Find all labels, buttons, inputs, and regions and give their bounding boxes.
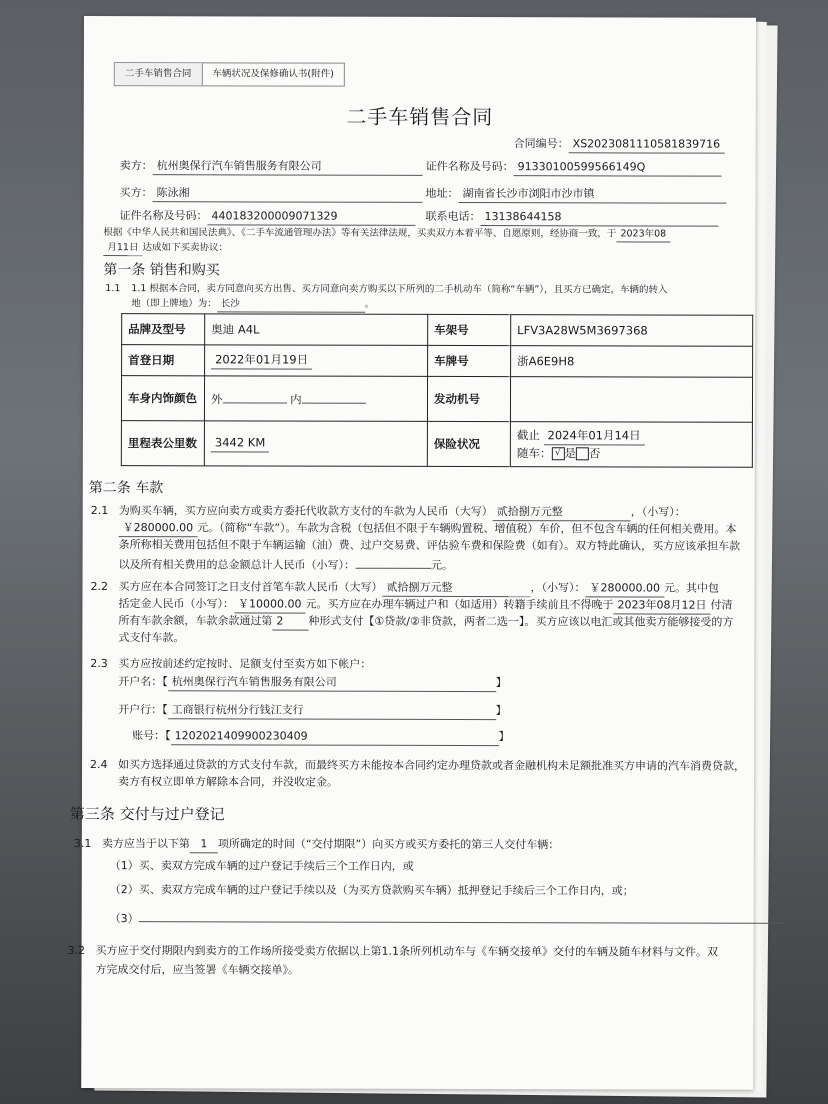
clause-2-2-line1 (118, 579, 719, 598)
option-3-blank (139, 908, 787, 924)
clause-2-1-text-b: ，（小写）： (630, 505, 686, 519)
clause-1-1-line1: 1.1 根据本合同，卖方同意向买方出售、买方同意向卖方购买以下所列的二手机动车（简称“车辆”），且买方已确定，车辆的转入 (131, 283, 668, 296)
seller-id-value: 91330100599566149Q (514, 159, 722, 176)
page-title: 二手车销售合同 (346, 104, 494, 130)
clause-2-1-line1 (119, 503, 686, 521)
vehicle-info-table (121, 313, 753, 468)
clause-2-2-text-3b: 种形式支付【①贷款/②非贷款，两者二选一】。买方应该以电汇或其他卖方能够接受的方 (308, 614, 734, 629)
buyer-label: 买方： (119, 186, 153, 200)
delivery-option: 1 (190, 836, 218, 853)
insurance-until-label: 截止 (516, 427, 540, 443)
mileage-cell (204, 421, 427, 467)
clause-2-2-amount-cn: 贰拾捌万元整 (382, 580, 530, 597)
clause-2-2-amount: ￥280000.00 (585, 580, 664, 597)
color-exterior-blank (222, 389, 286, 403)
buyer-name: 陈泳湘 (153, 185, 423, 203)
clause-3-1-num: 3.1 (73, 836, 92, 851)
account-number-label: 账号：【 (132, 729, 171, 743)
brand-value: 奥迪 A4L (205, 314, 428, 346)
clause-2-2-text-b: ，（小写）： (530, 581, 586, 595)
clause-2-2-line2 (118, 596, 732, 615)
brand-label: 品牌及型号 (122, 314, 205, 345)
tab-vehicle-warranty[interactable]: 车辆状况及保修确认书(附件) (212, 68, 334, 80)
deposit-amount: ￥10000.00 (234, 596, 306, 613)
document-tabs (114, 62, 345, 86)
clause-2-2-num: 2.2 (90, 580, 109, 594)
intro-line-1 (103, 226, 670, 242)
clause-2-1-text: 为购买车辆，买方应向卖方或卖方委托代收款方支付的车款为人民币（大写） (118, 504, 493, 519)
reg-date-label: 首登日期 (122, 345, 205, 376)
intro-text: 根据《中华人民共和国民法典》、《二手车流通管理办法》等有关法律法规，买卖双方本着平等、自愿原则，经协商一致，于 (103, 227, 617, 240)
clause-2-2-line4: 式支付车款。 (118, 631, 185, 645)
clause-2-1-amount: ￥280000.00 (119, 520, 198, 537)
account-name: 杭州奥保行汽车销售服务有限公司 (168, 674, 496, 692)
tab-sales-contract[interactable]: 二手车销售合同 (115, 63, 203, 85)
buyer-row (120, 185, 423, 203)
buyer-address-label: 地址： (425, 186, 459, 200)
buyer-phone: 13138644158 (480, 209, 718, 227)
buyer-address-row (426, 186, 727, 204)
intro-line-2 (103, 241, 228, 256)
clause-2-1-amount-cn: 贰拾捌万元整 (493, 504, 631, 521)
checkbox-yes-checked[interactable]: √ (551, 447, 564, 460)
clause-2-4-num: 2.4 (90, 758, 108, 772)
clause-3-1-option-1: （1）买、卖双方完成车辆的过户登记手续后三个工作日内，或 (109, 859, 414, 873)
insurance-date: 2024年01月14日 (544, 427, 645, 445)
color-interior-blank (302, 389, 366, 403)
seller-name: 杭州奥保行汽车销售服务有限公司 (153, 158, 423, 176)
payment-deadline: 2023年08月12日 (613, 597, 710, 614)
bracket-close-1: 】 (495, 676, 507, 690)
seller-id-label: 证件名称及号码： (425, 159, 514, 174)
clause-1-1-text: 地（即上牌地）为： (131, 298, 217, 310)
checkbox-no[interactable] (576, 447, 589, 460)
clause-2-1-line2 (119, 520, 737, 539)
contract-page (67, 16, 756, 1090)
buyer-phone-label: 联系电话： (425, 209, 481, 224)
insurance-cell (510, 422, 752, 468)
plate-value: 浙A6E9H8 (511, 346, 753, 378)
plate-label: 车牌号 (428, 345, 511, 376)
bracket-close-2: 】 (495, 704, 507, 718)
clause-2-2-text-2c: 付清 (710, 598, 733, 612)
clause-2-2-text-2b: 元。买方应在办理车辆过户和（如适用）转籍手续前且不得晚于 (305, 597, 614, 612)
account-name-label: 开户名：【 (118, 675, 168, 689)
reg-date-cell (205, 345, 428, 377)
insurance-yes-label: 是 (564, 445, 576, 460)
clause-2-1-line4 (119, 554, 454, 574)
clause-2-2-text: 买方应在本合同签订之日支付首笔车款人民币（大写） (118, 580, 383, 594)
seller-label: 卖方： (119, 159, 153, 173)
payment-method: 2 (272, 613, 308, 630)
intro-text-2: 达成如下买卖协议： (142, 242, 229, 254)
total-amount-blank (355, 555, 431, 569)
vin-label: 车架号 (428, 314, 511, 345)
clause-2-1-text-4b: 元。 (431, 558, 454, 572)
clause-2-4-line2: 卖方有权立即单方解除本合同，并没收定金。 (117, 775, 339, 789)
contract-number-label: 合同编号： (513, 137, 569, 151)
clause-3-2-line1: 买方应于交付期限内到卖方的工作场所接受卖方依据以上第1.1条所列机动车与《车辆交接单》交付的车辆及随车材料与文件。双 (95, 944, 719, 959)
account-bank-row (118, 702, 507, 720)
buyer-id-row (119, 208, 415, 226)
clause-2-1-num: 2.1 (90, 504, 109, 518)
account-bank: 工商银行杭州分行钱江支行 (168, 702, 496, 720)
clause-3-1-option-3 (110, 908, 787, 929)
account-number: 1202021409900230409 (171, 728, 499, 746)
mileage-value: 3442 KM (211, 434, 269, 452)
article-2-heading: 第二条 车款 (88, 480, 164, 497)
buyer-address: 湖南省长沙市浏阳市沙市镇 (459, 186, 727, 204)
color-cell (204, 376, 427, 422)
contract-number (514, 136, 725, 153)
clause-2-2-text-c: 元。其中包 (663, 581, 720, 595)
clause-2-3-num: 2.3 (90, 657, 108, 671)
intro-date-2: 月11日 (103, 241, 142, 256)
buyer-id-label: 证件名称及号码： (119, 209, 208, 223)
intro-date-1: 2023年08 (616, 227, 670, 242)
reg-date-value: 2022年01月19日 (211, 351, 312, 369)
buyer-id-value: 440183200009071329 (207, 208, 415, 225)
account-number-row (132, 728, 510, 746)
article-3-heading: 第三条 交付与过户登记 (69, 804, 225, 824)
seller-id-row (426, 159, 722, 177)
clause-3-1-text: 卖方应当于以下第 (101, 837, 190, 851)
buyer-phone-row (425, 209, 718, 227)
clause-2-1-text-4: 以及所有相关费用的总金额总计人民币（小写）： (118, 558, 356, 572)
mileage-label: 里程表公里数 (121, 421, 204, 466)
clause-1-1-num: 1.1 (105, 283, 121, 295)
clause-1-1-line2: 地（即上牌地）为： 长沙 。 (131, 297, 374, 312)
insurance-with-label: 随车： (516, 445, 552, 460)
clause-2-2-text-3: 所有车款余额，车款余款通过第 (118, 614, 273, 628)
account-bank-label: 开户行：【 (118, 703, 168, 717)
clause-3-1-text-b: 项所确定的时间（“交付期限”）向买方或买方委托的第三人交付车辆： (217, 837, 560, 852)
account-name-row (118, 674, 507, 692)
seller-row (120, 158, 423, 176)
clause-2-2-text-2: 括定金人民币（小写）： (118, 597, 234, 611)
engine-value (510, 377, 752, 423)
color-label: 车身内饰颜色 (121, 376, 204, 421)
vin-value: LFV3A28W5M3697368 (511, 315, 753, 347)
color-interior-label: 内 (290, 392, 302, 407)
clause-2-4-line1: 如买方选择通过贷款的方式支付车款，而最终买方未能按本合同约定办理贷款或者金融机构未足额批准买方申请的汽车消费贷款， (118, 758, 746, 773)
article-1-heading: 第一条 销售和购买 (103, 262, 220, 279)
clause-2-2-line3 (118, 613, 733, 632)
engine-label: 发动机号 (427, 376, 510, 421)
option-3-label: （3） (109, 912, 139, 926)
insurance-no-label: 否 (588, 445, 601, 460)
transfer-place: 长沙 (217, 297, 365, 312)
clause-3-1-line1 (102, 836, 559, 854)
clause-2-3-line1: 买方应按前述约定按时、足额支付至卖方如下帐户： (118, 657, 372, 671)
clause-2-1-line3: 条所称相关费用包括但不限于车辆运输（油）费、过户交易费、评估验车费和保险费（如有）。双方特此确认，买方应该承担车款 (118, 538, 741, 553)
clause-3-1-option-2: （2）买、卖双方完成车辆的过户登记手续以及（为买方贷款购买车辆）抵押登记手续后三个工作日内，或； (109, 883, 634, 898)
color-exterior-label: 外 (210, 391, 223, 407)
clause-2-1-text-2: 元。（简称“车款”）。车款为含税（包括但不限于车辆购置税、增值税）车价，但不包含车辆的任何相关费用。本 (197, 521, 737, 536)
insurance-label: 保险状况 (427, 421, 510, 466)
bracket-close-3: 】 (498, 730, 510, 744)
clause-3-2-num: 3.2 (67, 943, 86, 958)
clause-3-2-line2: 方完成交付后，应当签署《车辆交接单》。 (95, 963, 300, 977)
contract-number-value: XS2023081110581839716 (569, 136, 725, 153)
